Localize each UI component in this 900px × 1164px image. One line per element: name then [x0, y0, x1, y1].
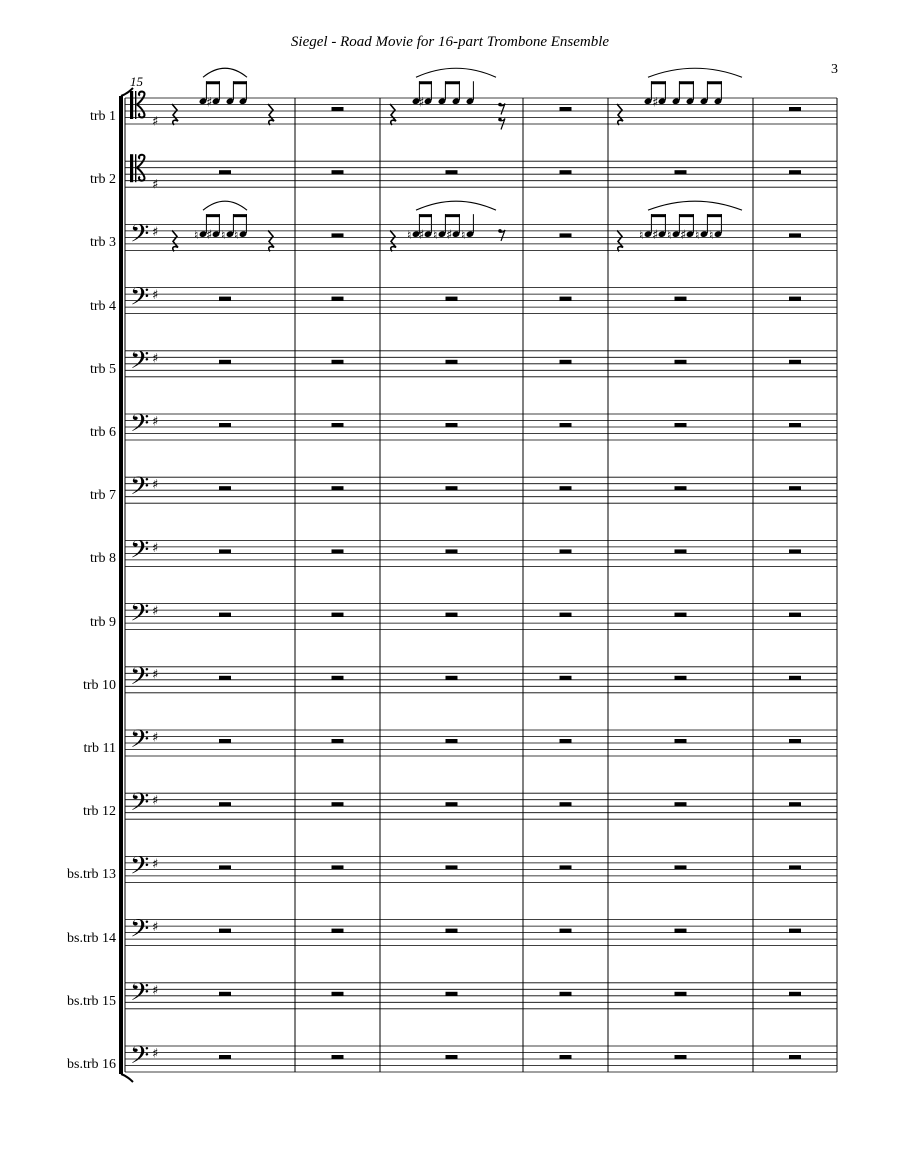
half-rest-icon: [789, 170, 801, 174]
natural-icon: ♮: [433, 228, 438, 243]
natural-icon: ♮: [221, 228, 226, 243]
half-rest-icon: [789, 549, 801, 553]
sharp-icon: ♯: [152, 983, 159, 999]
beam: [679, 214, 694, 217]
sharp-icon: ♯: [680, 228, 687, 244]
half-rest-icon: [789, 107, 801, 111]
half-rest-icon: [219, 486, 231, 490]
half-rest-icon: [446, 865, 458, 869]
half-rest-icon: [675, 739, 687, 743]
score-title: Siegel - Road Movie for 16-part Trombone Ensemble: [290, 34, 610, 50]
staff-label: bs.trb 14: [67, 930, 116, 946]
sharp-icon: ♯: [152, 540, 159, 556]
half-rest-icon: [332, 1055, 344, 1059]
bass-clef-icon: 𝄢: [130, 914, 150, 950]
c-clef-bar-icon: [135, 154, 136, 182]
sharp-icon: ♯: [152, 177, 159, 193]
half-rest-icon: [219, 739, 231, 743]
staff-label: trb 4: [89, 298, 116, 314]
half-rest-icon: [789, 992, 801, 996]
half-rest-icon: [675, 423, 687, 427]
c-clef-icon: [130, 154, 133, 182]
quarter-rest-icon: [172, 230, 178, 251]
half-rest-icon: [789, 929, 801, 933]
staff-label: trb 9: [89, 614, 116, 630]
staff-label: trb 5: [89, 361, 116, 377]
sharp-icon: ♯: [206, 95, 213, 111]
slur: [648, 68, 742, 77]
half-rest-icon: [560, 865, 572, 869]
beam: [206, 81, 220, 84]
natural-icon: ♮: [461, 228, 466, 243]
half-rest-icon: [446, 170, 458, 174]
half-rest-icon: [332, 613, 344, 617]
page-number: 3: [831, 62, 838, 77]
staff-label: trb 6: [89, 425, 116, 440]
sharp-icon: ♯: [152, 920, 159, 936]
bass-clef-icon: 𝄢: [130, 282, 150, 318]
half-rest-icon: [560, 802, 572, 806]
natural-icon: ♮: [234, 228, 239, 243]
half-rest-icon: [675, 676, 687, 680]
half-rest-icon: [560, 360, 572, 364]
c-clef-bar-icon: [135, 91, 136, 119]
half-rest-icon: [332, 423, 344, 427]
half-rest-icon: [560, 170, 572, 174]
half-rest-icon: [219, 549, 231, 553]
eighth-rest-icon: [500, 230, 505, 241]
sharp-icon: ♯: [152, 224, 159, 240]
half-rest-icon: [446, 613, 458, 617]
beam: [707, 214, 722, 217]
staff-label: trb 3: [89, 235, 116, 251]
half-rest-icon: [219, 423, 231, 427]
quarter-rest-icon: [268, 104, 274, 125]
staff-label: trb 11: [83, 741, 116, 756]
system-bracket: [119, 96, 123, 1074]
half-rest-icon: [560, 233, 572, 237]
half-rest-icon: [446, 360, 458, 364]
half-rest-icon: [219, 297, 231, 301]
half-rest-icon: [675, 486, 687, 490]
beam: [206, 214, 220, 217]
half-rest-icon: [332, 360, 344, 364]
beam: [233, 214, 247, 217]
half-rest-icon: [332, 233, 344, 237]
half-rest-icon: [332, 107, 344, 111]
beam: [419, 81, 432, 84]
half-rest-icon: [560, 107, 572, 111]
bass-clef-icon: 𝄢: [130, 219, 150, 255]
half-rest-icon: [789, 233, 801, 237]
half-rest-icon: [332, 992, 344, 996]
half-rest-icon: [332, 297, 344, 301]
half-rest-icon: [219, 170, 231, 174]
half-rest-icon: [332, 486, 344, 490]
staff-label: trb 12: [82, 804, 116, 820]
beam: [679, 81, 694, 84]
staff-label: trb 10: [82, 677, 116, 693]
half-rest-icon: [446, 676, 458, 680]
beam: [651, 214, 666, 217]
half-rest-icon: [675, 613, 687, 617]
half-rest-icon: [219, 929, 231, 933]
half-rest-icon: [219, 676, 231, 680]
sharp-icon: ♯: [152, 477, 159, 493]
half-rest-icon: [332, 549, 344, 553]
staff-label: trb 7: [89, 488, 116, 504]
half-rest-icon: [446, 486, 458, 490]
beam: [445, 81, 460, 84]
half-rest-icon: [446, 549, 458, 553]
half-rest-icon: [219, 802, 231, 806]
half-rest-icon: [219, 992, 231, 996]
half-rest-icon: [446, 929, 458, 933]
bass-clef-icon: 𝄢: [130, 1041, 150, 1076]
sharp-icon: ♯: [152, 1046, 159, 1062]
half-rest-icon: [675, 360, 687, 364]
bass-clef-icon: 𝄢: [130, 788, 150, 824]
natural-icon: ♮: [709, 228, 714, 243]
quarter-rest-icon: [268, 230, 274, 251]
half-rest-icon: [560, 549, 572, 553]
natural-icon: ♮: [407, 228, 412, 243]
half-rest-icon: [446, 1055, 458, 1059]
half-rest-icon: [332, 676, 344, 680]
half-rest-icon: [789, 676, 801, 680]
half-rest-icon: [332, 170, 344, 174]
sharp-icon: ♯: [152, 114, 159, 130]
half-rest-icon: [219, 865, 231, 869]
half-rest-icon: [675, 170, 687, 174]
sharp-icon: ♯: [446, 228, 453, 244]
beam: [707, 81, 722, 84]
bass-clef-icon: 𝄢: [130, 851, 150, 887]
half-rest-icon: [560, 297, 572, 301]
half-rest-icon: [789, 865, 801, 869]
half-rest-icon: [789, 613, 801, 617]
half-rest-icon: [332, 739, 344, 743]
bass-clef-icon: 𝄢: [130, 472, 150, 508]
half-rest-icon: [446, 423, 458, 427]
slur: [416, 201, 496, 210]
beam: [233, 81, 247, 84]
bass-clef-icon: 𝄢: [130, 598, 150, 634]
half-rest-icon: [789, 739, 801, 743]
staff-label: bs.trb 13: [67, 867, 116, 883]
natural-icon: ♮: [194, 228, 199, 243]
sharp-icon: ♯: [152, 730, 159, 746]
half-rest-icon: [789, 802, 801, 806]
sharp-icon: ♯: [152, 604, 159, 620]
staff-label: trb 8: [89, 551, 116, 567]
beam: [651, 81, 666, 84]
beam: [419, 214, 432, 217]
natural-icon: ♮: [667, 228, 672, 243]
half-rest-icon: [675, 297, 687, 301]
bass-clef-icon: 𝄢: [130, 409, 150, 444]
half-rest-icon: [446, 739, 458, 743]
bass-clef-icon: 𝄢: [130, 535, 150, 571]
half-rest-icon: [332, 929, 344, 933]
half-rest-icon: [560, 423, 572, 427]
quarter-rest-icon: [172, 104, 178, 125]
slur: [416, 68, 496, 77]
sharp-icon: ♯: [652, 228, 659, 244]
half-rest-icon: [446, 297, 458, 301]
quarter-rest-icon: [390, 104, 396, 125]
half-rest-icon: [446, 802, 458, 806]
quarter-rest-icon: [390, 230, 396, 251]
staff-label: trb 1: [89, 109, 116, 124]
sharp-icon: ♯: [152, 288, 159, 304]
half-rest-icon: [332, 802, 344, 806]
half-rest-icon: [446, 992, 458, 996]
half-rest-icon: [560, 676, 572, 680]
half-rest-icon: [560, 739, 572, 743]
half-rest-icon: [560, 1055, 572, 1059]
sharp-icon: ♯: [152, 414, 159, 430]
sharp-icon: ♯: [152, 351, 159, 367]
staff-label: bs.trb 16: [67, 1057, 116, 1072]
sharp-icon: ♯: [152, 856, 159, 872]
staff-label: trb 2: [89, 172, 116, 188]
half-rest-icon: [560, 486, 572, 490]
sharp-icon: ♯: [418, 95, 425, 111]
sharp-icon: ♯: [152, 793, 159, 809]
measure-number: 15: [130, 74, 143, 89]
quarter-rest-icon: [617, 230, 623, 251]
sharp-icon: ♯: [206, 228, 213, 244]
half-rest-icon: [789, 423, 801, 427]
natural-icon: ♮: [695, 228, 700, 243]
half-rest-icon: [675, 1055, 687, 1059]
natural-icon: ♮: [639, 228, 644, 243]
half-rest-icon: [675, 992, 687, 996]
half-rest-icon: [560, 613, 572, 617]
half-rest-icon: [219, 613, 231, 617]
half-rest-icon: [219, 360, 231, 364]
staff-label: bs.trb 15: [67, 993, 116, 1009]
slur: [203, 201, 247, 210]
bass-clef-icon: 𝄢: [130, 345, 150, 381]
slur: [648, 201, 742, 210]
half-rest-icon: [789, 1055, 801, 1059]
quarter-rest-icon: [617, 104, 623, 125]
sharp-icon: ♯: [152, 667, 159, 683]
bass-clef-icon: 𝄢: [130, 661, 150, 697]
half-rest-icon: [332, 865, 344, 869]
bass-clef-icon: 𝄢: [130, 977, 150, 1013]
half-rest-icon: [675, 549, 687, 553]
half-rest-icon: [675, 865, 687, 869]
bass-clef-icon: 𝄢: [130, 725, 150, 760]
half-rest-icon: [675, 929, 687, 933]
half-rest-icon: [789, 297, 801, 301]
half-rest-icon: [219, 1055, 231, 1059]
half-rest-icon: [675, 802, 687, 806]
half-rest-icon: [560, 992, 572, 996]
c-clef-icon: [130, 91, 133, 119]
sharp-icon: ♯: [652, 95, 659, 111]
beam: [445, 214, 460, 217]
eighth-rest-icon: [500, 104, 505, 115]
sharp-icon: ♯: [418, 228, 425, 244]
slur: [203, 68, 247, 77]
half-rest-icon: [789, 360, 801, 364]
half-rest-icon: [560, 929, 572, 933]
half-rest-icon: [789, 486, 801, 490]
